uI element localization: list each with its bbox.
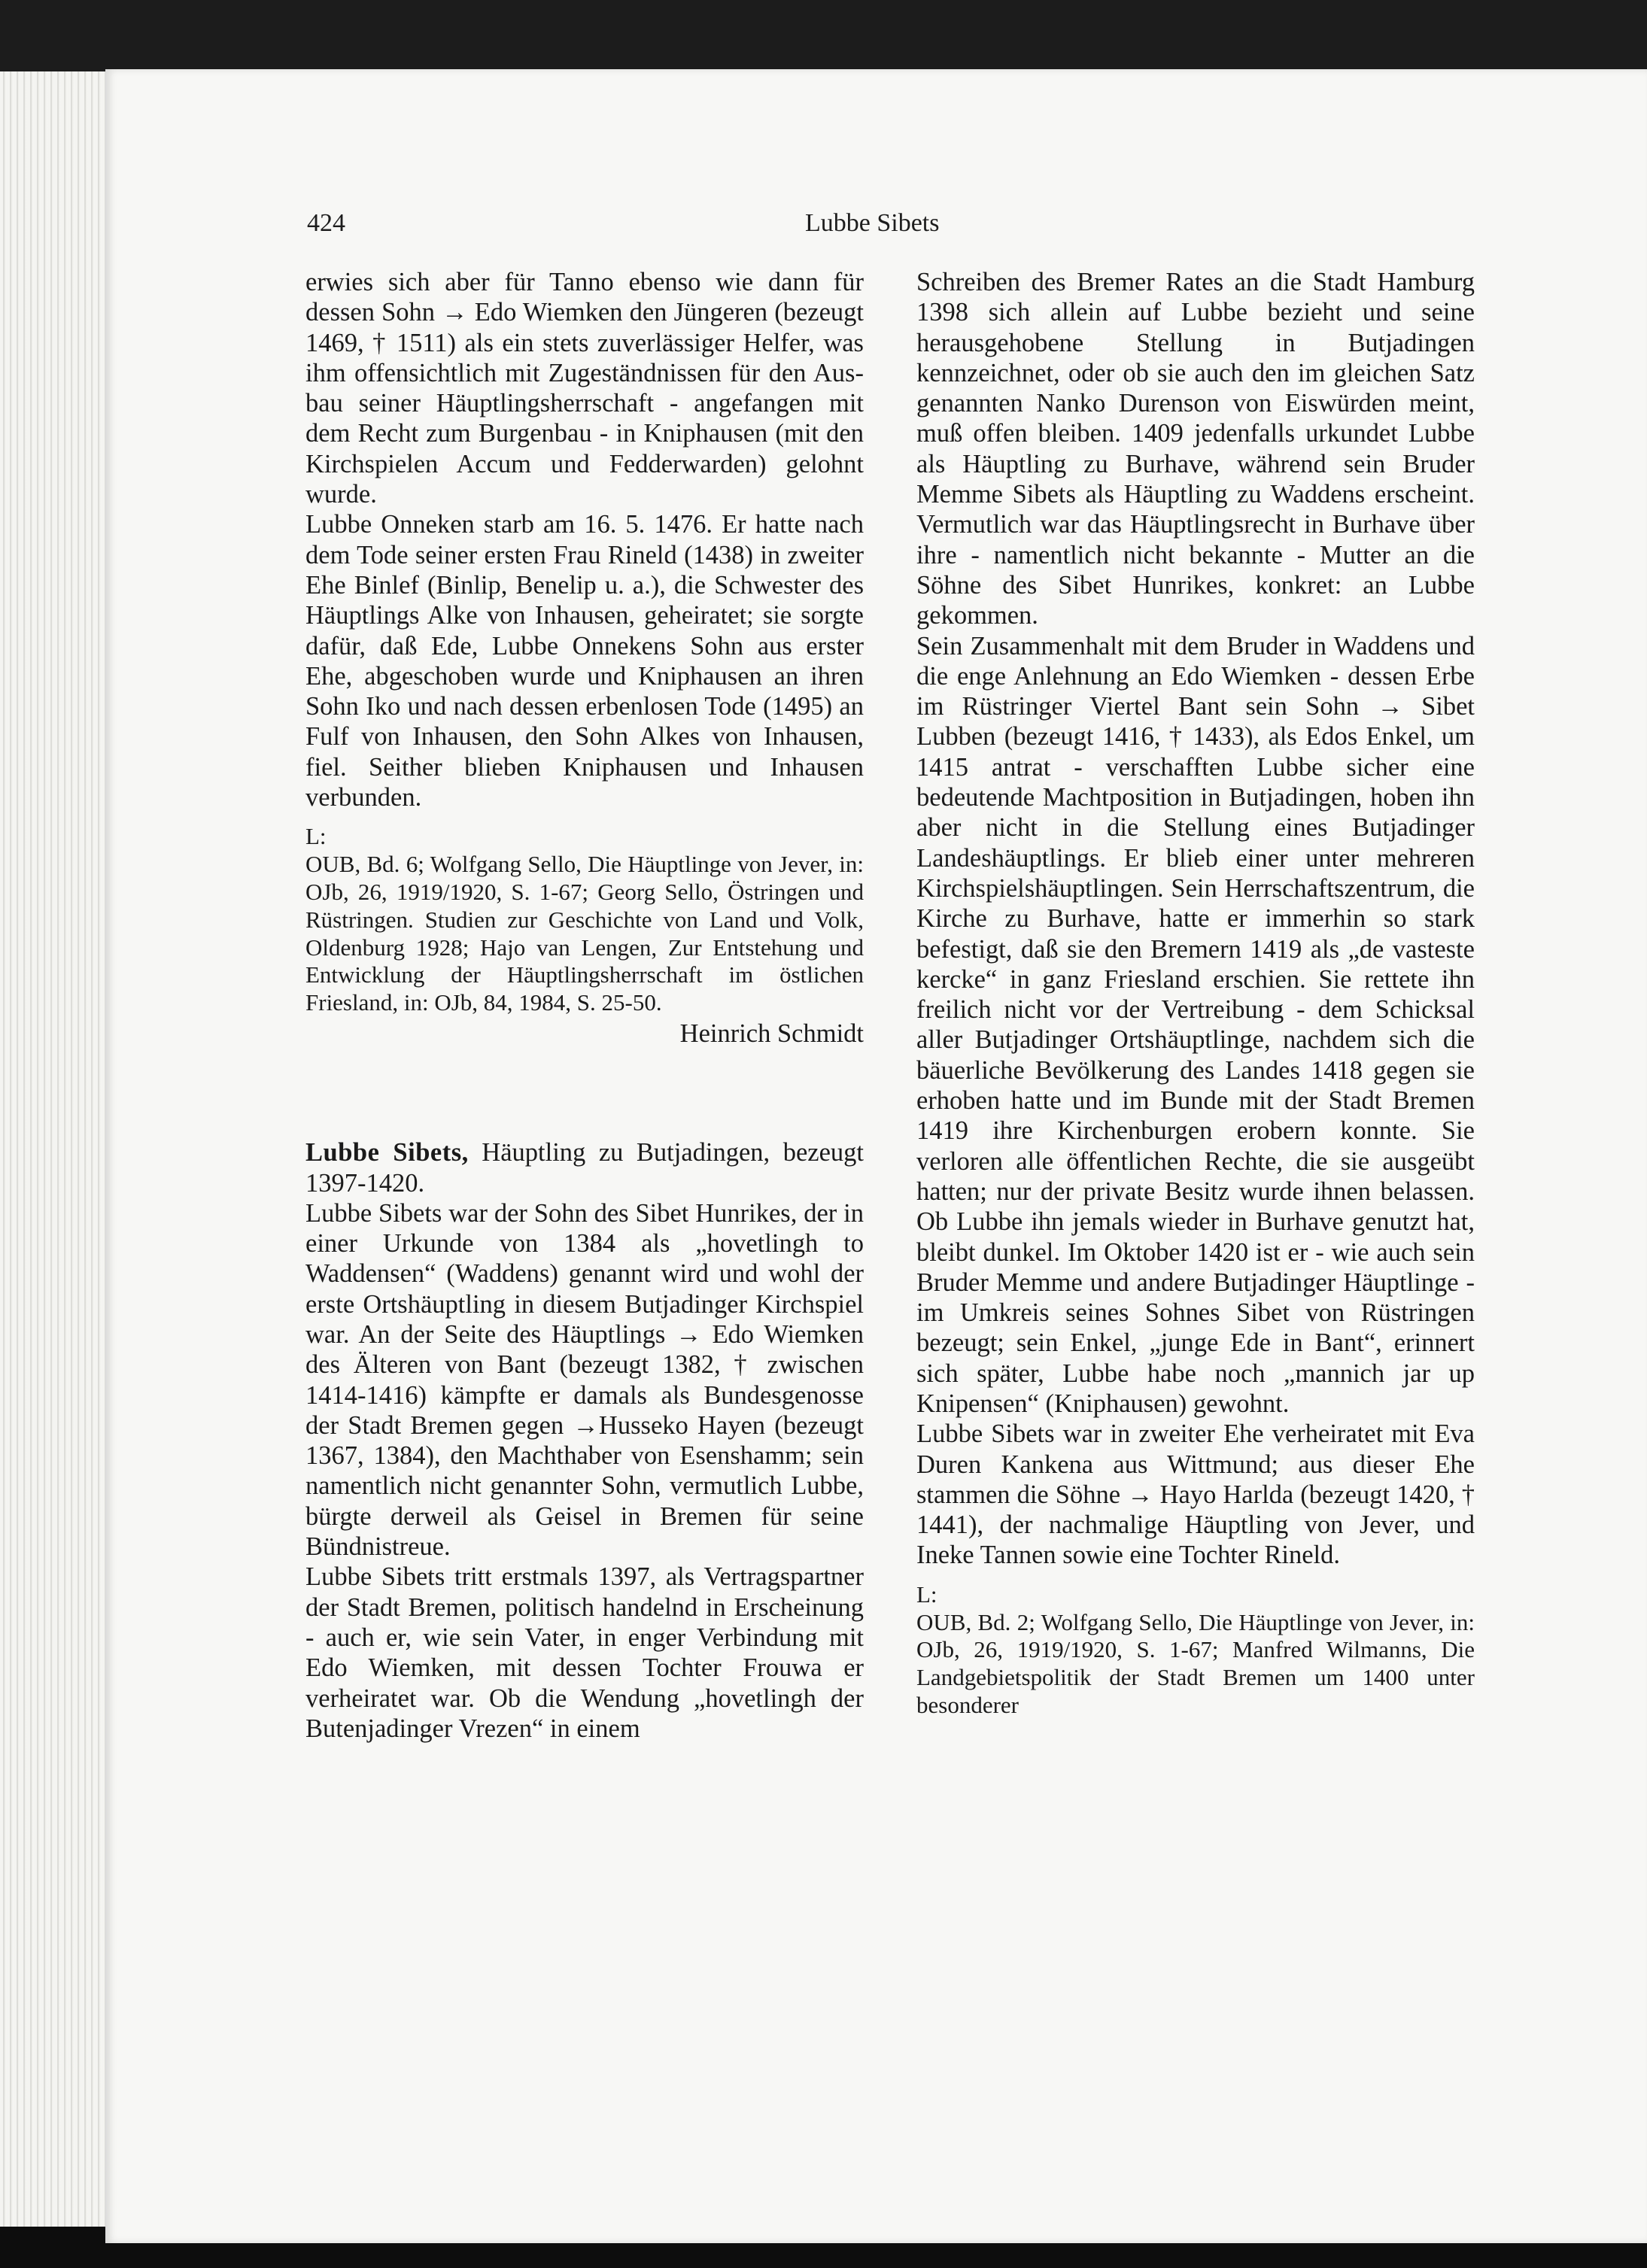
literature-label: L: <box>916 1580 937 1608</box>
paragraph: erwies sich aber für Tanno ebenso wie dann für dessen Sohn → Edo Wiemken den Jüngeren (bezeugt 1469, † 1511) als ein stets zuverlässiger Helfer, was ihm offensichtlich mit Zugeständnissen für den Ausbau seiner Häuptlingsherrschaft - angefangen mit dem Recht zum Burgenbau - in Kniphausen (mit den Kirchspielen Accum und Fedderwarden) gelohnt wurde. <box>305 268 864 509</box>
paragraph: Lubbe Sibets war der Sohn des Sibet Hunrikes, der in einer Urkunde von 1384 als „hovetlingh to Waddensen“ (Waddens) genannt wird und wohl der erste Ortshäuptling in diesem Butjadinger Kirchspiel war. An der Seite des Häuptlings → Edo Wiemken des Älteren von Bant (bezeugt 1382, † zwischen 1414-1416) kämpfte er damals als Bundesgenosse der Stadt Bremen gegen →Husseko Hayen (bezeugt 1367, 1384), den Machthaber von Esenshamm; sein namentlich nicht genannter Sohn, vermutlich Lubbe, bürgte derweil als Geisel in Bremen für seine Bündnistreue. <box>305 1198 864 1562</box>
entry-title: Häuptling zu Butjadingen, bezeugt 1397-1420. <box>305 1138 864 1198</box>
left-column <box>305 267 864 1744</box>
page-header <box>307 209 1481 247</box>
paragraph: Schreiben des Bremer Rates an die Stadt Hamburg 1398 sich allein auf Lubbe bezieht und seine herausgehobene Stellung in Butjadingen kennzeichnet, oder ob sie auch den im gleichen Satz genannten Nanko Durenson von Eiswürden meint, muß offen bleiben. 1409 jedenfalls urkundet Lubbe als Häuptling zu Burhave, während sein Bruder Memme Sibets als Häuptling zu Waddens erscheint. Vermutlich war das Häuptlingsrecht in Burhave über ihre - namentlich nicht bekannte - Mutter an die Söhne des Sibet Hunrikes, konkret: an Lubbe gekommen. <box>916 268 1475 630</box>
paragraph: Lubbe Sibets war in zweiter Ehe verheiratet mit Eva Duren Kankena aus Wittmund; aus dieser Ehe stammen die Söhne → Hayo Harlda (bezeugt 1420, † 1441), der nachmalige Häuptling von Jever, und Ineke Tannen sowie eine Tochter Rineld. <box>916 1419 1475 1570</box>
page-number: 424 <box>307 209 345 237</box>
paragraph: Lubbe Onneken starb am 16. 5. 1476. Er hatte nach dem Tode seiner ersten Frau Rineld (1438) in zweiter Ehe Binlef (Binlip, Benelip u. a.), die Schwester des Häuptlings Alke von Inhausen, geheiratet; sie sorgte dafür, daß Ede, Lubbe Onnekens Sohn aus erster Ehe, abgeschoben wurde und Kniphausen an ihren Sohn Iko und nach dessen erbenlosen Tode (1495) an Fulf von Inhausen, den Sohn Alkes von Inhausen, fiel. Seither blieben Kniphausen und Inhausen verbunden. <box>305 510 864 812</box>
literature-label: L: <box>305 823 327 850</box>
author-signature: Heinrich Schmidt <box>679 1019 864 1048</box>
paragraph: Lubbe Sibets tritt erstmals 1397, als Vertragspartner der Stadt Bremen, politisch handelnd in Erscheinung - auch er, wie sein Vater, in enger Verbindung mit Edo Wiemken, mit dessen Tochter Frouwa er verheiratet war. Ob die Wendung „hovetlingh der Butenjadinger Vrezen“ in einem <box>305 1562 864 1743</box>
entry-name: Lubbe Sibets, <box>305 1138 469 1167</box>
running-head: Lubbe Sibets <box>805 209 940 237</box>
paragraph: Sein Zusammenhalt mit dem Bruder in Waddens und die enge Anlehnung an Edo Wiemken - dessen Erbe im Rüstringer Viertel Bant sein Sohn → Sibet Lubben (bezeugt 1416, † 1433), als Edos Enkel, um 1415 antrat - verschafften Lubbe sicher eine bedeutende Machtposition in Butjadingen, hoben ihn aber nicht in die Stellung eines Butjadinger Landeshäuptlings. Er blieb einer unter mehreren Kirchspielshäuptlingen. Sein Herrschaftszentrum, die Kirche zu Burhave, hatte er immerhin so stark befestigt, daß sie den Bremern 1419 als „de vasteste kercke“ in ganz Friesland erschien. Sie rettete ihn freilich nicht vor der Vertreibung - dem Schicksal aller Butjadinger Ortshäuptlinge, nachdem sich die bäuerliche Bevölkerung des Landes 1418 gegen sie erhoben hatte und im Bunde mit der Stadt Bremen 1419 ihre Kirchenburgen erobern konnte. Sie verloren alle öffentlichen Rechte, die sie ausgeübt hatten; nur der private Besitz wurde ihnen belassen. Ob Lubbe ihn jemals wieder in Burhave genutzt hat, bleibt dunkel. Im Oktober 1420 ist er - wie auch sein Bruder Memme und andere Butjadinger Häuptlinge - im Umkreis seines Sohnes Sibet von Rüstringen bezeugt; sein Enkel, „junge Ede in Bant“, erinnert sich später, Lubbe habe noch „mannich jar up Knipensen“ (Kniphausen) gewohnt. <box>916 631 1475 1418</box>
literature-list: OUB, Bd. 2; Wolfgang Sello, Die Häuptlinge von Jever, in: OJb, 26, 1919/1920, S. 1-67; Manfred Wilmanns, Die Landgebietspolitik der Stadt Bremen um 1400 unter besonderer <box>916 1608 1475 1718</box>
right-column <box>916 267 1475 1720</box>
literature-list: OUB, Bd. 6; Wolfgang Sello, Die Häuptlinge von Jever, in: OJb, 26, 1919/1920, S. 1-67; Georg Sello, Östringen und Rüstringen. Studien zur Geschichte von Land und Volk, Oldenburg 1928; Hajo van Lengen, Zur Entstehung und Entwicklung der Häuptlingsherrschaft im östlichen Friesland, in: OJb, 84, 1984, S. 25-50. <box>305 851 864 1016</box>
entry-heading <box>305 1137 864 1198</box>
page-edges <box>0 71 113 2234</box>
